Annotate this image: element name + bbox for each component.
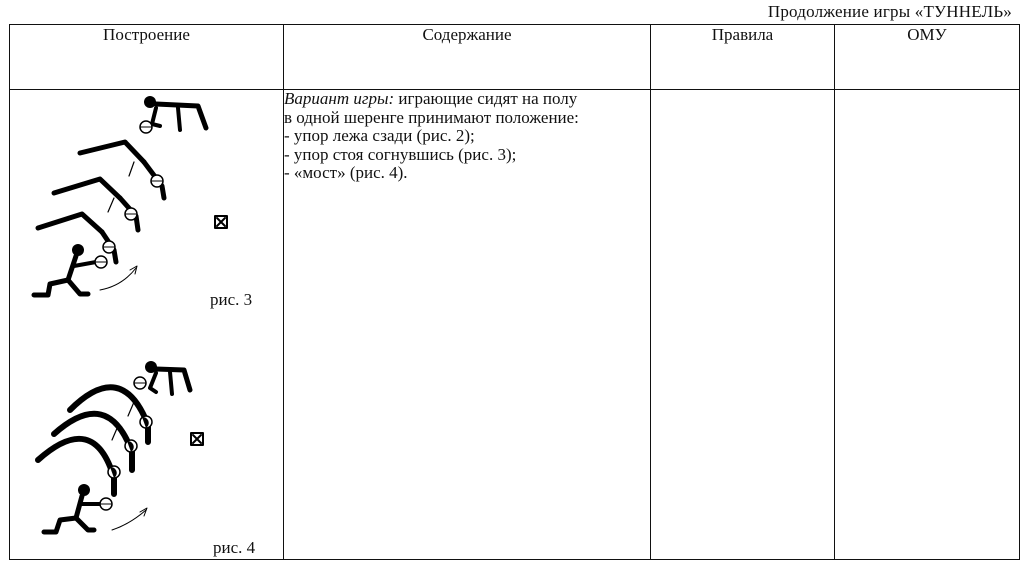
figure4-boxed-x-icon bbox=[191, 433, 203, 445]
figure4-crouching-player bbox=[44, 484, 112, 532]
content-line-3: - упор стоя согнувшись (рис. 3); bbox=[284, 144, 517, 164]
content-line-4: - «мост» (рис. 4). bbox=[284, 163, 408, 182]
formation-illustration bbox=[10, 90, 284, 560]
content-cell bbox=[284, 90, 651, 560]
figure3-players bbox=[38, 142, 164, 262]
omu-cell bbox=[835, 90, 1020, 560]
figure-4-label: рис. 4 bbox=[213, 538, 256, 557]
header-construction: Построение bbox=[10, 25, 284, 90]
variant-label: Вариант игры: bbox=[284, 89, 395, 108]
header-content: Содержание bbox=[284, 25, 651, 90]
figure4-bridges bbox=[38, 387, 152, 494]
figure4-crawler bbox=[134, 361, 190, 394]
construction-cell bbox=[10, 90, 284, 560]
game-table bbox=[9, 24, 1020, 560]
header-row bbox=[10, 25, 1020, 90]
figure3-boxed-x-icon bbox=[215, 216, 227, 228]
header-rules: Правила bbox=[651, 25, 835, 90]
continuation-title: Продолжение игры «ТУННЕЛЬ» bbox=[767, 2, 1012, 21]
rules-cell bbox=[651, 90, 835, 560]
content-text bbox=[284, 90, 650, 183]
figure-3-label: рис. 3 bbox=[210, 290, 253, 309]
body-row bbox=[10, 90, 1020, 560]
figure3-crawler bbox=[140, 96, 206, 133]
content-line-0: играющие сидят на полу bbox=[394, 89, 578, 108]
figure3-crouching-player bbox=[34, 244, 107, 295]
header-omu: ОМУ bbox=[835, 25, 1020, 90]
content-line-2: - упор лежа сзади (рис. 2); bbox=[284, 126, 475, 145]
content-first-line bbox=[284, 90, 650, 109]
content-line-1: в одной шеренге принимают положение: bbox=[284, 107, 579, 127]
